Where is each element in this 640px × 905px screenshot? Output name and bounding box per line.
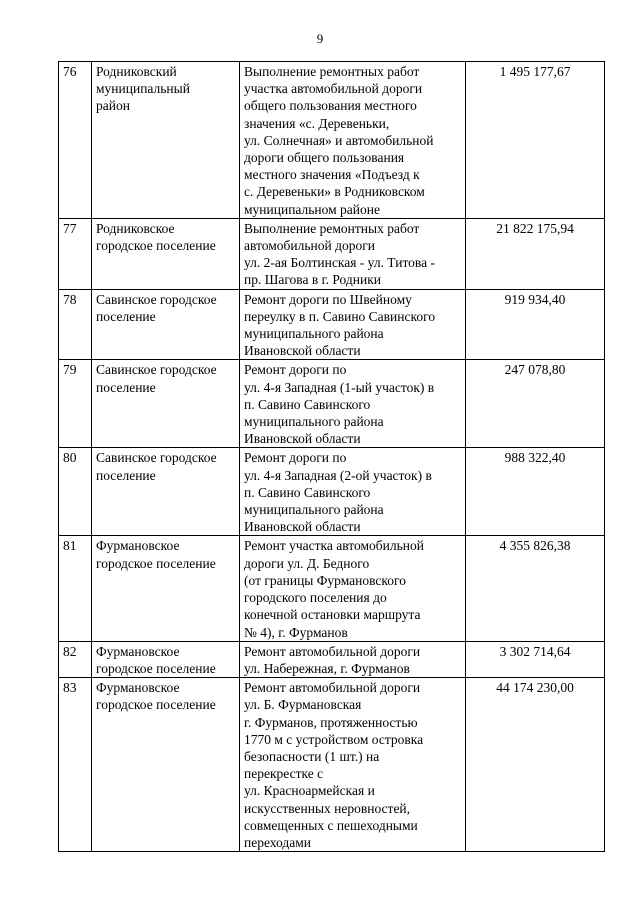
row-number: 77 [59,218,92,289]
municipality-name: Савинское городское поселение [92,448,240,536]
table-row [59,360,605,448]
municipality-name: Родниковское городское поселение [92,218,240,289]
municipality-name: Савинское городское поселение [92,360,240,448]
municipality-name: Фурмановское городское поселение [92,678,240,852]
row-number: 76 [59,62,92,219]
amount-value: 988 322,40 [466,448,605,536]
work-description: Ремонт дороги по ул. 4-я Западная (2-ой участок) в п. Савино Савинского муниципального района Ивановской области [240,448,466,536]
municipality-name: Фурмановское городское поселение [92,641,240,677]
table-row [59,289,605,360]
amount-value: 4 355 826,38 [466,536,605,641]
work-description: Ремонт дороги по ул. 4-я Западная (1-ый участок) в п. Савино Савинского муниципального района Ивановской области [240,360,466,448]
row-number: 83 [59,678,92,852]
work-description: Выполнение ремонтных работ участка автомобильной дороги общего пользования местного значения «с. Деревеньки, ул. Солнечная» и автомобильной дороги общего пользования местного значения «Подъезд к с. Деревеньки» в Родниковском муниципальном районе [240,62,466,219]
amount-value: 3 302 714,64 [466,641,605,677]
work-description: Ремонт автомобильной дороги ул. Б. Фурмановская г. Фурманов, протяженностью 1770 м с устройством островка безопасности (1 шт.) на перекрестке с ул. Красноармейская и искусственных неровностей, совмещенных с пешеходными переходами [240,678,466,852]
amount-value: 1 495 177,67 [466,62,605,219]
row-number: 80 [59,448,92,536]
page-number: 9 [316,31,324,46]
row-number: 82 [59,641,92,677]
row-number: 79 [59,360,92,448]
municipality-name: Савинское городское поселение [92,289,240,360]
amount-value: 919 934,40 [466,289,605,360]
municipality-name: Фурмановское городское поселение [92,536,240,641]
table-row [59,62,605,219]
amount-value: 21 822 175,94 [466,218,605,289]
table-row [59,448,605,536]
table-row [59,218,605,289]
work-description: Ремонт участка автомобильной дороги ул. Д. Бедного (от границы Фурмановского городского поселения до конечной остановки маршрута № 4), г. Фурманов [240,536,466,641]
table-row [59,678,605,852]
work-description: Выполнение ремонтных работ автомобильной дороги ул. 2-ая Болтинская - ул. Титова - пр. Шагова в г. Родники [240,218,466,289]
amount-value: 247 078,80 [466,360,605,448]
table-row [59,536,605,641]
table-row [59,641,605,677]
amount-value: 44 174 230,00 [466,678,605,852]
work-description: Ремонт автомобильной дороги ул. Набережная, г. Фурманов [240,641,466,677]
funding-table [58,61,605,852]
row-number: 81 [59,536,92,641]
work-description: Ремонт дороги по Швейному переулку в п. Савино Савинского муниципального района Ивановской области [240,289,466,360]
municipality-name: Родниковский муниципальный район [92,62,240,219]
row-number: 78 [59,289,92,360]
